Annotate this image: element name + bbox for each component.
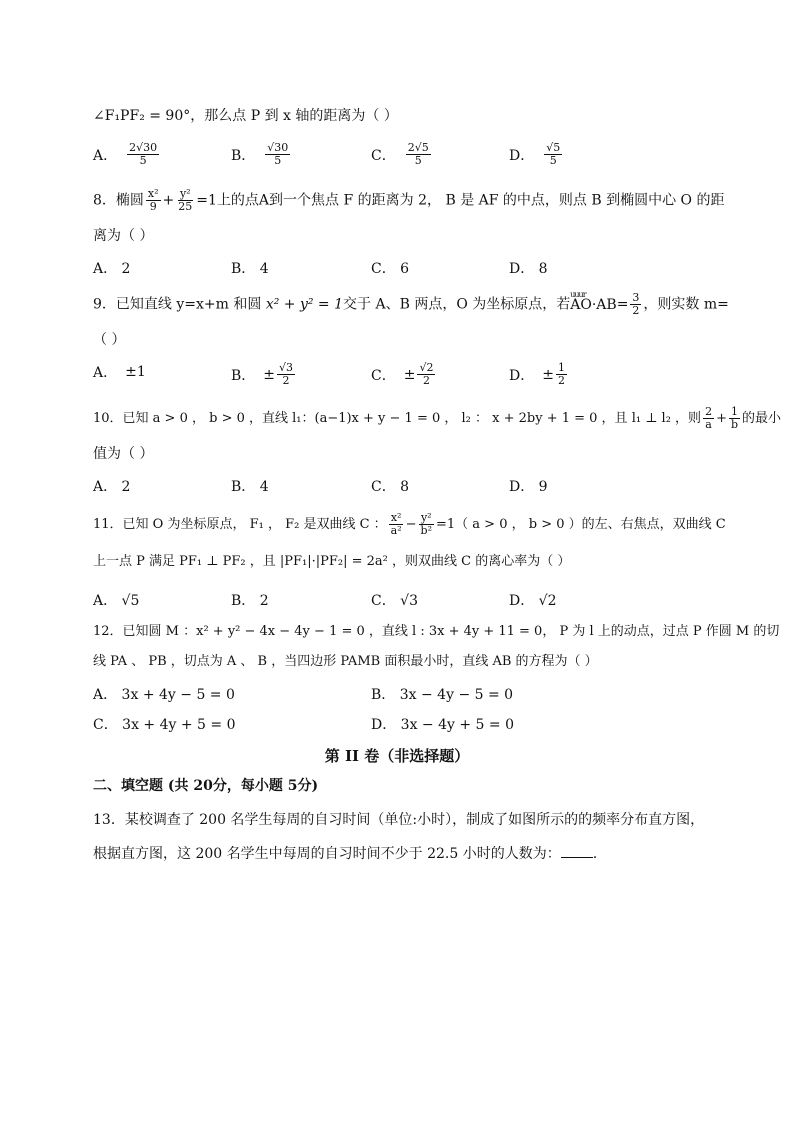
option-text: B． 2 xyxy=(231,593,269,609)
numerator: √3 xyxy=(279,361,294,374)
numerator: 1 xyxy=(730,405,738,418)
q10-option-d[interactable] xyxy=(509,476,548,496)
option-label: D． xyxy=(509,367,535,384)
option-label: C． xyxy=(371,147,396,164)
q8-stem-line1 xyxy=(93,188,724,213)
equals-sign: = xyxy=(616,296,629,313)
option-text: ±1 xyxy=(125,364,146,380)
q8-intro: 8．椭圆 xyxy=(93,192,144,209)
q12-options-row1 xyxy=(93,684,733,712)
q13-stem-line1 xyxy=(93,810,704,830)
numerator: y² xyxy=(420,511,432,524)
numerator: √5 xyxy=(546,141,561,154)
option-label: D． xyxy=(509,147,535,164)
option-text: B． 3x − 4y − 5 = 0 xyxy=(371,687,514,703)
option-fraction xyxy=(406,142,431,167)
q11-intro: 11．已知 O 为坐标原点， F₁ ， F₂ 是双曲线 C ： xyxy=(93,517,387,532)
q10-stem-line2 xyxy=(93,444,153,464)
option-text: C． 6 xyxy=(371,261,410,277)
option-fraction xyxy=(277,362,295,387)
option-fraction xyxy=(544,142,562,167)
option-text: A． 3x + 4y − 5 = 0 xyxy=(93,687,235,703)
q7-options xyxy=(93,142,733,170)
numerator: 3 xyxy=(632,291,640,304)
option-text: A． √5 xyxy=(93,593,140,609)
q9-options xyxy=(93,362,733,390)
option-text: B． 4 xyxy=(231,261,269,277)
q10-stem-end: 的最小 xyxy=(742,411,782,426)
q8-stem-line2-text: 离为（ ） xyxy=(93,228,154,244)
denominator: 25 xyxy=(178,200,193,213)
option-text: D． 9 xyxy=(509,479,548,495)
denominator: 5 xyxy=(139,154,147,167)
option-text: D． 8 xyxy=(509,261,548,277)
q12-option-b[interactable] xyxy=(371,684,513,704)
numerator: 2√30 xyxy=(129,141,158,154)
q8-fraction-x xyxy=(146,188,161,213)
plus-sign: + xyxy=(162,192,175,209)
q11-stem-line2-text: 上一点 P 满足 PF₁ ⊥ PF₂ ，且 |PF₁|·|PF₂| = 2a² ，则双曲线 C 的离心率为（ ） xyxy=(93,554,571,569)
option-fraction xyxy=(556,362,567,387)
option-text: D． 3x − 4y + 5 = 0 xyxy=(371,717,515,733)
q12-stem-line2 xyxy=(93,652,598,672)
q11-stem-line1 xyxy=(93,512,726,537)
q8-option-d[interactable] xyxy=(509,258,548,278)
option-text: C． 3x + 4y + 5 = 0 xyxy=(93,717,236,733)
q9-option-b[interactable] xyxy=(231,362,297,387)
plus-sign: + xyxy=(716,411,727,426)
q11-option-a[interactable] xyxy=(93,590,139,610)
q9-vector-product: uuur AO·AB xyxy=(570,295,616,315)
q9-stem-line2-text: （ ） xyxy=(93,332,126,348)
q7-option-b[interactable] xyxy=(231,142,292,167)
option-label: B． xyxy=(231,367,256,384)
q8-option-c[interactable] xyxy=(371,258,409,278)
q9-option-a[interactable] xyxy=(93,362,146,382)
option-text: ± xyxy=(542,366,554,383)
q11-fraction-x xyxy=(389,512,404,537)
q9-option-c[interactable] xyxy=(371,362,437,387)
q11-stem-end: =1（ a > 0 ， b > 0 ）的左、右焦点，双曲线 C xyxy=(436,517,726,532)
q8-option-b[interactable] xyxy=(231,258,269,278)
q12-option-a[interactable] xyxy=(93,684,235,704)
numerator: 2 xyxy=(705,405,713,418)
option-fraction xyxy=(417,362,435,387)
q12-stem-line1 xyxy=(93,622,779,642)
q9-stem-middle: 交于 A、B 两点，O 为坐标原点，若 xyxy=(343,296,571,313)
q11-fraction-y xyxy=(419,512,434,537)
denominator: 2 xyxy=(632,304,640,317)
option-label: B． xyxy=(231,147,256,164)
q9-stem-end: ，则实数 m= xyxy=(643,296,729,313)
option-text: B． 4 xyxy=(231,479,269,495)
denominator: a xyxy=(705,418,712,431)
numerator: √2 xyxy=(419,361,434,374)
q10-stem-line2-text: 值为（ ） xyxy=(93,446,154,462)
option-label: C． xyxy=(371,367,396,384)
numerator: x² xyxy=(147,187,159,200)
q7-option-c[interactable] xyxy=(371,142,433,167)
denominator: 2 xyxy=(557,374,565,387)
q9-fraction xyxy=(630,292,641,317)
option-text: ± xyxy=(403,366,416,383)
numerator: 2√5 xyxy=(407,141,429,154)
q8-fraction-y xyxy=(176,188,194,213)
q12-options-row2 xyxy=(93,714,733,742)
q11-option-b[interactable] xyxy=(231,590,269,610)
denominator: b xyxy=(730,418,739,431)
q10-fraction-b xyxy=(729,406,740,431)
option-text: D． √2 xyxy=(509,593,557,609)
option-text: C． √3 xyxy=(371,593,418,609)
option-fraction xyxy=(265,142,290,167)
q7-option-d[interactable] xyxy=(509,142,564,167)
q9-stem-line2 xyxy=(93,330,125,350)
option-label: A． xyxy=(93,147,118,164)
q12-stem-text: 12．已知圆 M ：x² + y² − 4x − 4y − 1 = 0 ，直线 l : 3x + 4y + 11 = 0， P 为 l 上的动点，过点 P 作圆 M 的切 xyxy=(93,624,780,639)
part2-title: 第 II 卷（非选择题） xyxy=(324,747,470,765)
q10-fraction-a xyxy=(703,406,714,431)
numerator: √30 xyxy=(267,141,289,154)
q11-option-d[interactable] xyxy=(509,590,557,610)
section2-title: 二、填空题 (共 20分，每小题 5分) xyxy=(93,778,319,794)
q13-stem-line2 xyxy=(93,844,597,864)
option-text: A． 2 xyxy=(93,261,131,277)
q12-option-c[interactable] xyxy=(93,714,236,734)
numerator: y² xyxy=(179,187,191,200)
q11-stem-line2 xyxy=(93,552,570,572)
denominator: 9 xyxy=(149,200,157,213)
q9-stem-line1 xyxy=(93,292,729,317)
q10-options xyxy=(93,476,733,504)
q7-option-a[interactable] xyxy=(93,142,161,167)
q8-stem-rest: =1上的点A到一个焦点 F 的距离为 2， B 是 AF 的中点，则点 B 到椭圆中心 O 的距 xyxy=(196,192,725,209)
minus-sign: − xyxy=(405,517,417,532)
option-text: ± xyxy=(263,366,276,383)
numerator: x² xyxy=(390,511,402,524)
q11-options xyxy=(93,590,733,618)
q13-period: . xyxy=(592,846,598,862)
denominator: 2 xyxy=(422,374,430,387)
answer-blank[interactable] xyxy=(561,845,593,858)
q10-stem-line1 xyxy=(93,406,781,431)
q9-option-d[interactable] xyxy=(509,362,569,387)
denominator: 5 xyxy=(274,154,282,167)
q12-option-d[interactable] xyxy=(371,714,514,734)
q7-stem-text: ∠F₁PF₂ = 90°，那么点 P 到 x 轴的距离为（ ） xyxy=(93,108,398,124)
option-text: C． 8 xyxy=(371,479,410,495)
q8-option-a[interactable] xyxy=(93,258,130,278)
q10-option-b[interactable] xyxy=(231,476,269,496)
denominator: b² xyxy=(420,524,432,537)
option-text: A． 2 xyxy=(93,479,131,495)
q9-circle-equation: x² + y² = 1 xyxy=(265,296,344,313)
q11-option-c[interactable] xyxy=(371,590,418,610)
option-label: A． xyxy=(93,365,118,381)
denominator: a² xyxy=(390,524,402,537)
q9-intro: 9．已知直线 y=x+m 和圆 xyxy=(93,296,262,313)
option-fraction xyxy=(127,142,159,167)
q8-options xyxy=(93,258,733,286)
numerator: 1 xyxy=(557,361,565,374)
q10-stem-text: 10．已知 a > 0 ， b > 0 ，直线 l₁：(a−1)x + y − 1 = 0 ， l₂ ： x + 2by + 1 = 0 ，且 l₁ ⊥ l₂ ，则 xyxy=(93,411,702,426)
q10-option-c[interactable] xyxy=(371,476,409,496)
q10-option-a[interactable] xyxy=(93,476,130,496)
q12-stem-line2-text: 线 PA 、 PB ，切点为 A 、 B ，当四边形 PAMB 面积最小时，直线 AB 的方程为（ ） xyxy=(93,654,598,669)
denominator: 2 xyxy=(282,374,290,387)
q13-stem-line2-text: 根据直方图，这 200 名学生中每周的自习时间不少于 22.5 小时的人数为： xyxy=(93,846,561,862)
q7-stem xyxy=(93,106,398,126)
denominator: 5 xyxy=(414,154,422,167)
denominator: 5 xyxy=(549,154,557,167)
q13-stem-text: 13．某校调查了 200 名学生每周的自习时间（单位:小时），制成了如图所示的的频率分布直方图， xyxy=(93,812,705,828)
q8-stem-line2 xyxy=(93,226,153,246)
